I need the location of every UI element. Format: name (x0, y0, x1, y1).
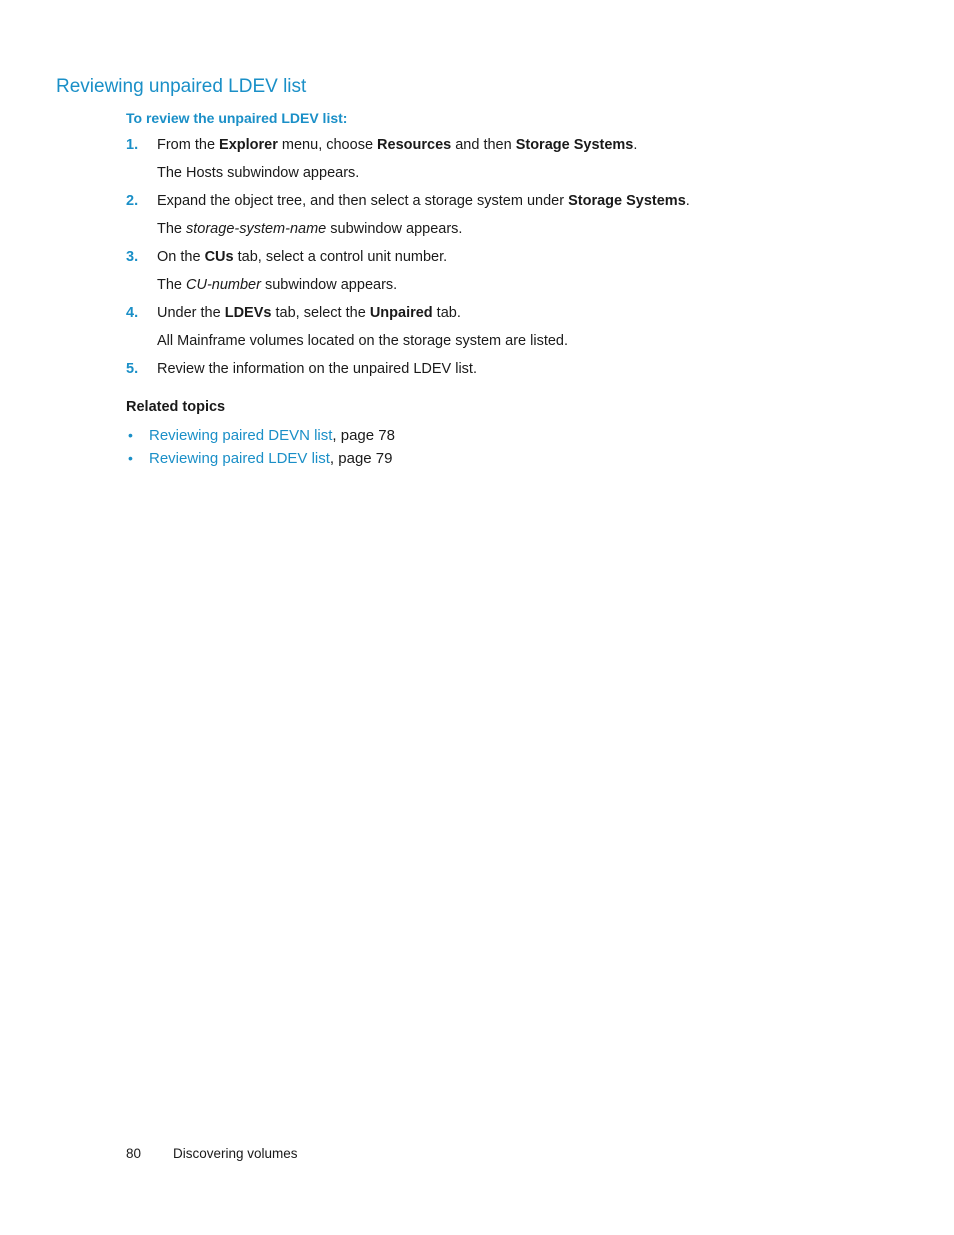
ui-term-unpaired: Unpaired (369, 305, 433, 321)
ui-term-cus: CUs (204, 249, 234, 265)
ui-term-resources: Resources (377, 137, 452, 153)
step-4-action (157, 305, 461, 321)
ui-term-explorer: Explorer (219, 137, 278, 153)
text: From the (157, 137, 220, 153)
related-item (149, 427, 395, 444)
step-2-result (157, 221, 462, 237)
page-number: 80 (126, 1146, 142, 1161)
text: The (157, 277, 187, 293)
step-5-number: 5. (126, 361, 139, 377)
text: tab, select the (271, 305, 370, 321)
text: tab, select a control unit number. (233, 249, 448, 265)
related-link-ldev-list[interactable]: Reviewing paired LDEV list (149, 450, 330, 467)
text: and then (451, 137, 516, 153)
chapter-title: Discovering volumes (173, 1146, 298, 1161)
text: subwindow appears. (260, 277, 398, 293)
ui-term-storage-systems: Storage Systems (568, 193, 686, 209)
text: menu, choose (277, 137, 378, 153)
step-1-action (157, 137, 637, 153)
text: . (633, 137, 638, 153)
variable-cu-number: CU-number (186, 277, 261, 293)
step-3-result (157, 277, 397, 293)
text: . (685, 193, 690, 209)
step-2-action (157, 193, 690, 209)
related-link-devn-list[interactable]: Reviewing paired DEVN list (149, 427, 333, 444)
bullet-icon: • (128, 450, 133, 466)
step-3-action (157, 249, 447, 265)
step-5-action: Review the information on the unpaired LDEV list. (157, 361, 477, 377)
section-heading: Reviewing unpaired LDEV list (56, 76, 307, 97)
related-topics-heading: Related topics (126, 399, 226, 415)
step-3-number: 3. (126, 249, 139, 265)
step-1-result: The Hosts subwindow appears. (157, 165, 360, 181)
text: Under the (157, 305, 225, 321)
ui-term-storage-systems: Storage Systems (515, 137, 634, 153)
procedure-title: To review the unpaired LDEV list: (126, 110, 348, 126)
text: subwindow appears. (326, 221, 463, 237)
text: On the (157, 249, 205, 265)
text: The (157, 221, 187, 237)
step-2-number: 2. (126, 193, 139, 209)
page-reference: , page 78 (332, 427, 395, 444)
step-1-number: 1. (126, 137, 139, 153)
variable-storage-system-name: storage-system-name (186, 221, 327, 237)
ui-term-ldevs: LDEVs (224, 305, 272, 321)
text: Expand the object tree, and then select a storage system under (157, 193, 569, 209)
step-4-number: 4. (126, 305, 139, 321)
page-reference: , page 79 (329, 450, 393, 467)
step-4-result: All Mainframe volumes located on the storage system are listed. (157, 333, 569, 349)
related-item (149, 450, 392, 467)
text: tab. (432, 305, 461, 321)
bullet-icon: • (128, 427, 133, 443)
